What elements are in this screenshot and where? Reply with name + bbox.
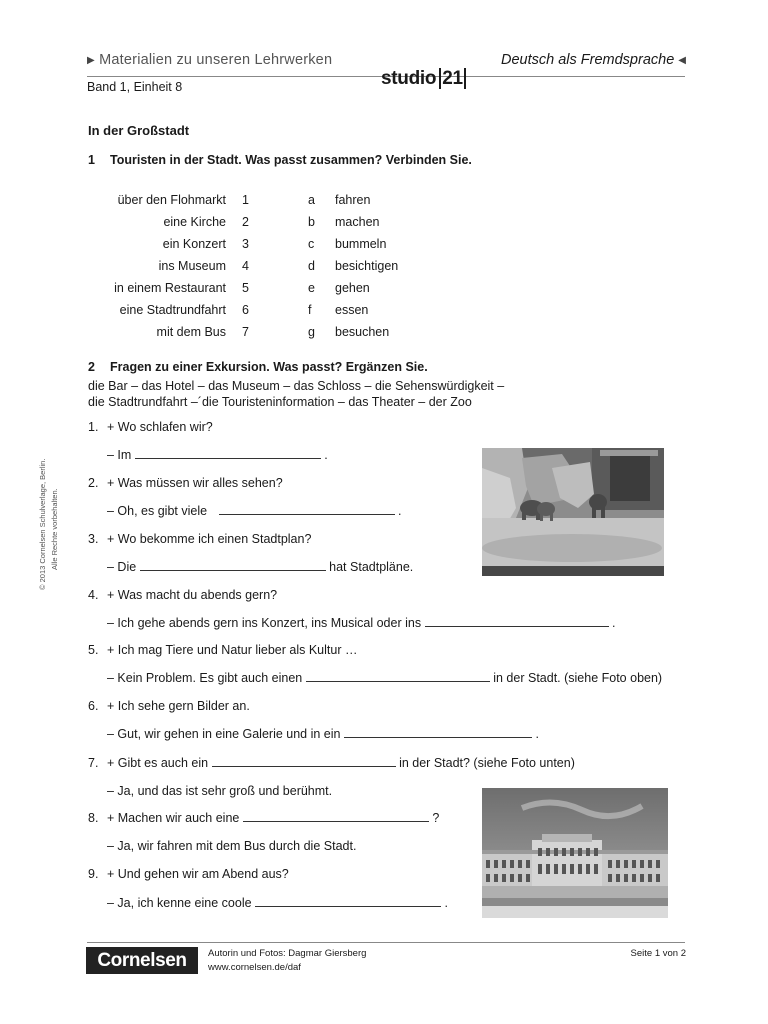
triangle-right-icon: ▶	[87, 55, 95, 66]
question-number: 2.	[88, 476, 99, 490]
match-verb: fahren	[335, 193, 371, 207]
match-verb: bummeln	[335, 237, 387, 251]
studio21-logo	[381, 68, 466, 90]
question-number: 6.	[88, 699, 99, 713]
header-right-text: Deutsch als Fremdsprache	[501, 52, 675, 68]
task2-number: 2	[88, 360, 95, 374]
answer-prefix: – Die	[107, 560, 137, 574]
match-verb: machen	[335, 215, 380, 229]
answer-blank[interactable]	[135, 448, 321, 459]
answer-prefix: – Ja, ich kenne eine coole	[107, 896, 252, 910]
answer-blank[interactable]	[255, 896, 441, 907]
question-text: + Was macht du abends gern?	[107, 588, 278, 602]
question-text: + Wo bekomme ich einen Stadtplan?	[107, 532, 312, 546]
match-left-item: ein Konzert	[162, 237, 226, 251]
question-text: + Und gehen wir am Abend aus?	[107, 867, 289, 881]
footer-divider	[87, 942, 685, 943]
answer-blank[interactable]	[140, 560, 326, 571]
page-title: In der Großstadt	[88, 123, 190, 138]
footer-url[interactable]: www.cornelsen.de/daf	[208, 962, 301, 973]
logo-number: 21	[439, 68, 466, 89]
question-suffix: in der Stadt? (siehe Foto unten)	[399, 756, 575, 770]
task2-heading-text: Fragen zu einer Exkursion. Was passt? Ergänzen Sie.	[110, 360, 428, 374]
question-suffix: ?	[432, 811, 440, 825]
match-verb: besuchen	[335, 325, 390, 339]
task1-heading	[88, 153, 472, 167]
match-letter: e	[308, 281, 315, 295]
answer-line	[107, 504, 402, 518]
match-number: 2	[242, 215, 249, 229]
task2-heading	[88, 360, 428, 374]
match-number: 4	[242, 259, 249, 273]
copyright-line: © 2013 Cornelsen Schulverlage, Berlin.	[38, 458, 47, 590]
answer-suffix: .	[398, 504, 402, 518]
answer-suffix: .	[612, 616, 616, 630]
answer-prefix: – Gut, wir gehen in eine Galerie und in ein	[107, 727, 341, 741]
question-text: + Ich mag Tiere und Natur lieber als Kultur …	[107, 643, 358, 657]
question-blank[interactable]	[243, 811, 429, 822]
word-bank-line: die Stadtrundfahrt –´die Touristeninformation – das Theater – der Zoo	[88, 395, 472, 409]
header-left-text: Materialien zu unseren Lehrwerken	[99, 52, 333, 68]
match-number: 6	[242, 303, 249, 317]
answer-line	[107, 616, 616, 630]
question-prefix: + Gibt es auch ein	[107, 756, 209, 770]
answer-blank[interactable]	[306, 671, 490, 682]
cornelsen-logo: Cornelsen	[86, 947, 198, 974]
answer-suffix: .	[444, 896, 448, 910]
match-number: 3	[242, 237, 249, 251]
header-series-title	[87, 52, 332, 68]
answer-line	[107, 448, 328, 462]
logo-word: studio	[381, 68, 437, 89]
answer-line	[107, 560, 413, 574]
task1-heading-text: Touristen in der Stadt. Was passt zusammen? Verbinden Sie.	[110, 153, 472, 167]
match-verb: essen	[335, 303, 369, 317]
answer-prefix: – Ich gehe abends gern ins Konzert, ins Musical oder ins	[107, 616, 422, 630]
answer-suffix: in der Stadt. (siehe Foto oben)	[493, 671, 663, 685]
answer-text: – Ja, wir fahren mit dem Bus durch die Stadt.	[107, 839, 357, 853]
match-letter: c	[308, 237, 315, 251]
header-subject	[501, 52, 686, 68]
question-text	[107, 811, 439, 825]
question-text: + Was müssen wir alles sehen?	[107, 476, 283, 490]
question-number: 7.	[88, 756, 99, 770]
answer-blank[interactable]	[425, 616, 609, 627]
match-left-item: über den Flohmarkt	[117, 193, 226, 207]
match-left-item: ins Museum	[158, 259, 226, 273]
match-verb: gehen	[335, 281, 370, 295]
word-bank	[88, 378, 504, 410]
question-number: 9.	[88, 867, 99, 881]
footer-author: Autorin und Fotos: Dagmar Giersberg	[208, 948, 367, 959]
triangle-left-icon: ◀	[678, 55, 686, 66]
word-bank-line: die Bar – das Hotel – das Museum – das Schloss – die Sehenswürdigkeit –	[88, 379, 505, 393]
question-number: 4.	[88, 588, 99, 602]
question-text	[107, 756, 575, 770]
copyright-line: Alle Rechte vorbehalten.	[50, 488, 59, 570]
answer-suffix: .	[535, 727, 539, 741]
copyright-vertical	[28, 440, 68, 590]
answer-line	[107, 896, 448, 910]
match-left-item: eine Stadtrundfahrt	[119, 303, 226, 317]
match-number: 1	[242, 193, 249, 207]
answer-line	[107, 727, 539, 741]
match-verb: besichtigen	[335, 259, 399, 273]
match-letter: a	[308, 193, 315, 207]
answer-blank[interactable]	[344, 727, 532, 738]
page-number: Seite 1 von 2	[630, 948, 686, 959]
task1-number: 1	[88, 153, 95, 167]
question-number: 5.	[88, 643, 99, 657]
question-text: + Wo schlafen wir?	[107, 420, 213, 434]
match-letter: d	[308, 259, 315, 273]
answer-line	[107, 671, 662, 685]
match-number: 7	[242, 325, 249, 339]
match-letter: f	[308, 303, 312, 317]
answer-prefix: – Kein Problem. Es gibt auch einen	[107, 671, 303, 685]
answer-prefix: – Oh, es gibt viele	[107, 504, 208, 518]
answer-text: – Ja, und das ist sehr groß und berühmt.	[107, 784, 333, 798]
match-letter: g	[308, 325, 315, 339]
answer-suffix: hat Stadtpläne.	[329, 560, 414, 574]
answer-blank[interactable]	[219, 504, 395, 515]
zoo-elephants-photo	[482, 448, 664, 576]
answer-prefix: – Im	[107, 448, 132, 462]
question-text: + Ich sehe gern Bilder an.	[107, 699, 250, 713]
match-letter: b	[308, 215, 315, 229]
question-number: 3.	[88, 532, 99, 546]
palace-photo	[482, 788, 668, 918]
question-blank[interactable]	[212, 756, 396, 767]
match-left-item: eine Kirche	[163, 215, 226, 229]
match-number: 5	[242, 281, 249, 295]
band-unit: Band 1, Einheit 8	[87, 80, 183, 94]
question-prefix: + Machen wir auch eine	[107, 811, 240, 825]
question-number: 8.	[88, 811, 99, 825]
answer-suffix: .	[324, 448, 328, 462]
match-left-item: mit dem Bus	[156, 325, 226, 339]
match-left-item: in einem Restaurant	[114, 281, 226, 295]
question-number: 1.	[88, 420, 99, 434]
